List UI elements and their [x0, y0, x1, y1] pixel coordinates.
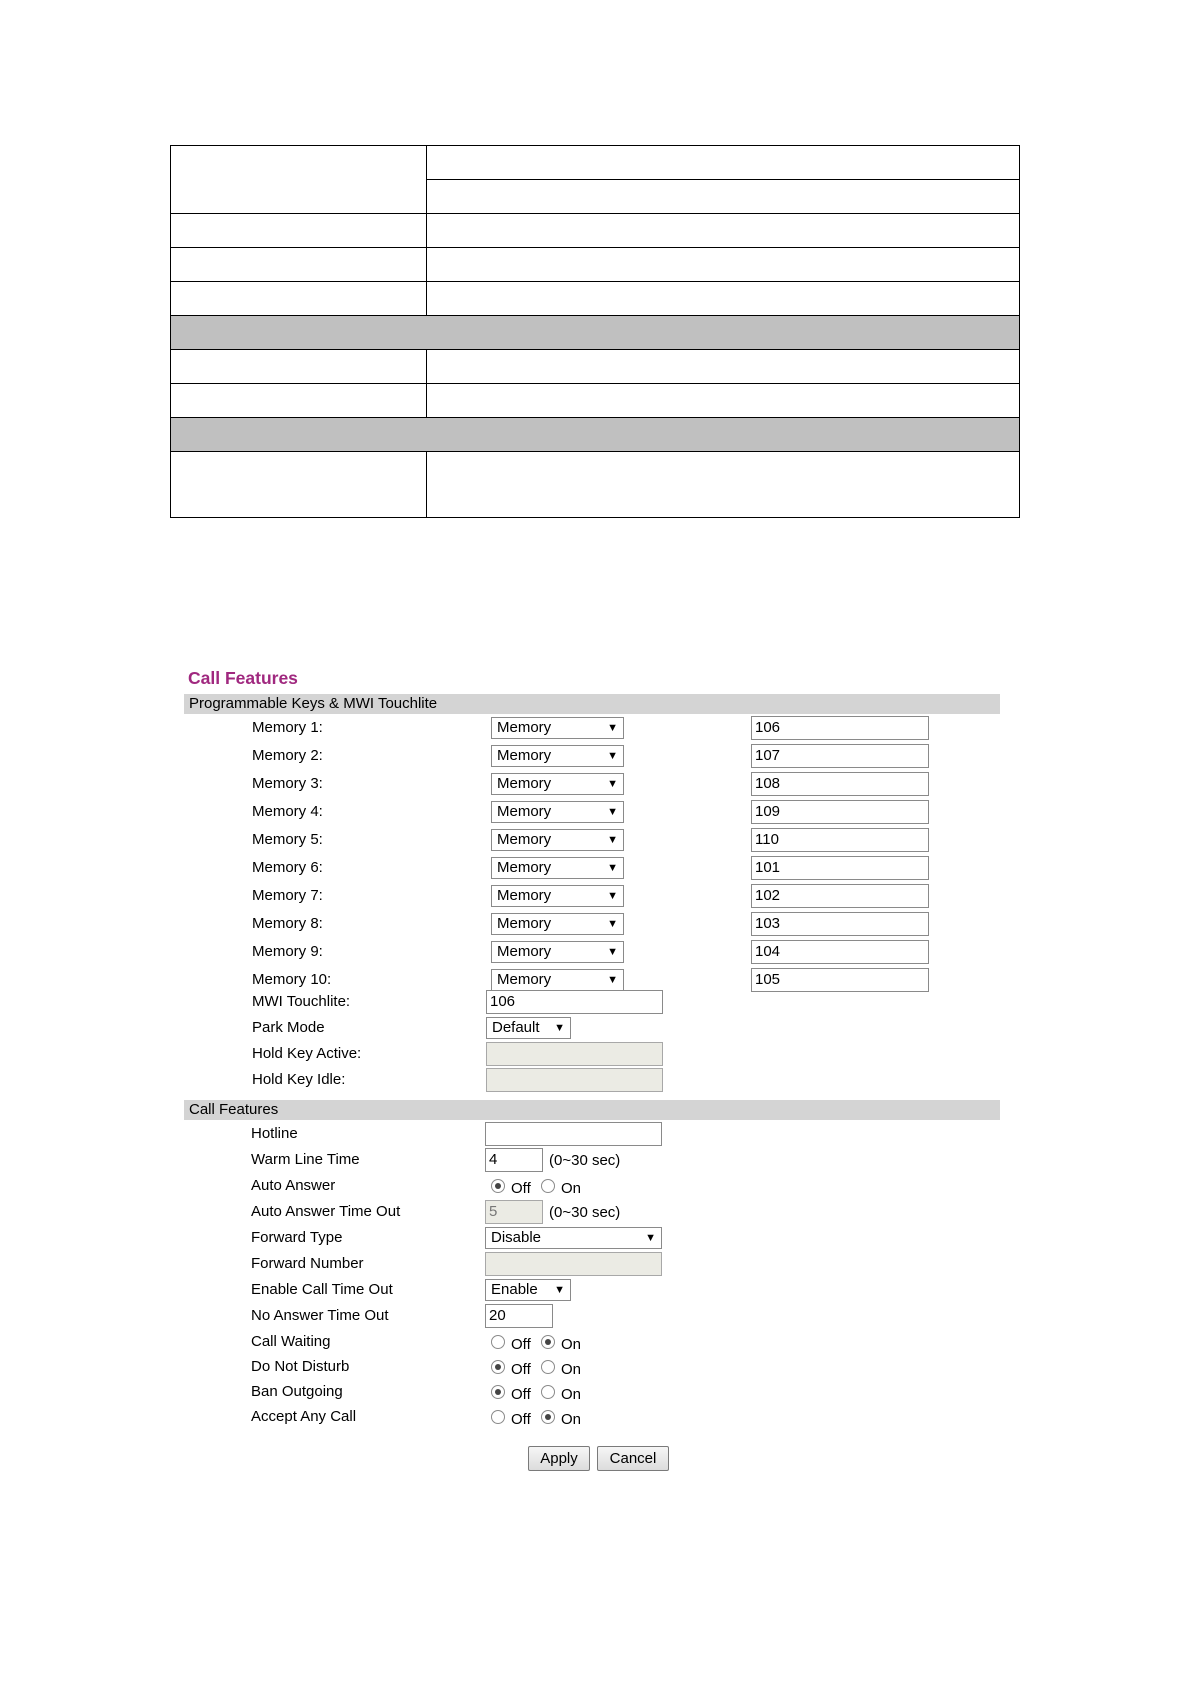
- cancel-button[interactable]: Cancel: [597, 1446, 669, 1471]
- accept-any-call-off-radio[interactable]: [491, 1410, 505, 1424]
- park-mode-label: Park Mode: [252, 1019, 325, 1036]
- memory-key-value-input[interactable]: 102: [751, 884, 929, 908]
- auto-answer-off-radio[interactable]: [491, 1179, 505, 1193]
- call-waiting-off-radio[interactable]: [491, 1335, 505, 1349]
- table-cell: [427, 452, 1020, 518]
- memory-key-value-input[interactable]: 107: [751, 744, 929, 768]
- table-cell: [171, 350, 427, 384]
- table-cell: [427, 146, 1020, 180]
- dropdown-arrow-icon: ▼: [607, 862, 618, 874]
- dropdown-arrow-icon: ▼: [607, 722, 618, 734]
- table-cell: [427, 180, 1020, 214]
- memory-key-value-input[interactable]: 101: [751, 856, 929, 880]
- memory-key-row: [184, 744, 1000, 770]
- memory-key-type-select[interactable]: [491, 829, 624, 851]
- table-section-row: [171, 418, 1020, 452]
- memory-key-label: Memory 8:: [252, 915, 323, 932]
- forward-type-value: Disable: [491, 1229, 542, 1246]
- table-cell: [171, 146, 427, 214]
- memory-key-value-input[interactable]: 108: [751, 772, 929, 796]
- auto-answer-time-out-label: Auto Answer Time Out: [251, 1203, 401, 1220]
- auto-answer-on-radio[interactable]: [541, 1179, 555, 1193]
- memory-key-type-value: Memory: [497, 915, 552, 932]
- memory-key-value-input[interactable]: 105: [751, 968, 929, 992]
- reference-table: [170, 145, 1020, 518]
- apply-button[interactable]: Apply: [528, 1446, 590, 1471]
- memory-key-label: Memory 10:: [252, 971, 332, 988]
- mwi-touchlite-label: MWI Touchlite:: [252, 993, 351, 1010]
- forward-type-select[interactable]: [485, 1227, 662, 1249]
- memory-key-type-select[interactable]: [491, 801, 624, 823]
- memory-key-type-value: Memory: [497, 943, 552, 960]
- ban-outgoing-row: [184, 1380, 1000, 1406]
- memory-key-label: Memory 3:: [252, 775, 323, 792]
- park-mode-select[interactable]: [486, 1017, 571, 1039]
- accept-any-call-label: Accept Any Call: [251, 1408, 357, 1425]
- memory-key-label: Memory 7:: [252, 887, 323, 904]
- memory-key-type-select[interactable]: [491, 913, 624, 935]
- memory-key-value-input[interactable]: 110: [751, 828, 929, 852]
- memory-key-type-value: Memory: [497, 971, 552, 988]
- table-cell: [427, 214, 1020, 248]
- no-answer-time-out-row: [184, 1304, 1000, 1330]
- memory-key-type-select[interactable]: [491, 773, 624, 795]
- memory-key-row: [184, 772, 1000, 798]
- memory-key-type-value: Memory: [497, 719, 552, 736]
- table-cell: [171, 248, 427, 282]
- warm-line-time-row: [184, 1148, 1000, 1174]
- ban-outgoing-on-label: On: [561, 1386, 582, 1403]
- memory-key-type-value: Memory: [497, 775, 552, 792]
- call-features-panel: [184, 664, 1000, 1504]
- do-not-disturb-label: Do Not Disturb: [251, 1358, 350, 1375]
- forward-number-label: Forward Number: [251, 1255, 364, 1272]
- memory-key-type-value: Memory: [497, 859, 552, 876]
- call-waiting-row: [184, 1330, 1000, 1356]
- enable-call-time-out-value: Enable: [491, 1281, 538, 1298]
- forward-type-row: [184, 1226, 1000, 1252]
- auto-answer-row: [184, 1174, 1000, 1200]
- ban-outgoing-off-radio[interactable]: [491, 1385, 505, 1399]
- dropdown-arrow-icon: ▼: [607, 806, 618, 818]
- hold-key-idle-label: Hold Key Idle:: [252, 1071, 346, 1088]
- forward-number-row: [184, 1252, 1000, 1278]
- hotline-label: Hotline: [251, 1125, 298, 1142]
- do-not-disturb-on-radio[interactable]: [541, 1360, 555, 1374]
- auto-answer-off-label: Off: [511, 1180, 531, 1197]
- dropdown-arrow-icon: ▼: [607, 918, 618, 930]
- do-not-disturb-off-radio[interactable]: [491, 1360, 505, 1374]
- dropdown-arrow-icon: ▼: [607, 834, 618, 846]
- warm-line-time-label: Warm Line Time: [251, 1151, 360, 1168]
- memory-key-row: [184, 800, 1000, 826]
- memory-key-row: [184, 884, 1000, 910]
- table-cell: [171, 452, 427, 518]
- memory-key-label: Memory 6:: [252, 859, 323, 876]
- enable-call-time-out-select[interactable]: [485, 1279, 571, 1301]
- memory-key-row: [184, 912, 1000, 938]
- memory-key-type-select[interactable]: [491, 857, 624, 879]
- table-cell: [427, 384, 1020, 418]
- call-waiting-on-radio[interactable]: [541, 1335, 555, 1349]
- hold-key-active-row: [184, 1042, 1000, 1068]
- warm-line-time-unit: (0~30 sec): [549, 1152, 621, 1169]
- dropdown-arrow-icon: ▼: [607, 974, 618, 986]
- auto-answer-time-out-unit: (0~30 sec): [549, 1204, 621, 1221]
- no-answer-time-out-label: No Answer Time Out: [251, 1307, 389, 1324]
- table-cell: [171, 282, 427, 316]
- auto-answer-on-label: On: [561, 1180, 582, 1197]
- dropdown-arrow-icon: ▼: [607, 946, 618, 958]
- auto-answer-time-out-input[interactable]: 5: [485, 1200, 543, 1224]
- hold-key-active-label: Hold Key Active:: [252, 1045, 362, 1062]
- table-cell: [427, 350, 1020, 384]
- memory-key-type-value: Memory: [497, 803, 552, 820]
- auto-answer-time-out-row: [184, 1200, 1000, 1226]
- table-cell: [171, 214, 427, 248]
- memory-key-row: [184, 716, 1000, 742]
- dropdown-arrow-icon: ▼: [607, 750, 618, 762]
- memory-key-label: Memory 9:: [252, 943, 323, 960]
- memory-key-value-input[interactable]: 103: [751, 912, 929, 936]
- memory-key-value-input[interactable]: 109: [751, 800, 929, 824]
- memory-key-value-input[interactable]: 106: [751, 716, 929, 740]
- warm-line-time-input[interactable]: 4: [485, 1148, 543, 1172]
- ban-outgoing-label: Ban Outgoing: [251, 1383, 343, 1400]
- memory-key-type-select[interactable]: [491, 941, 624, 963]
- call-waiting-on-label: On: [561, 1336, 582, 1353]
- dropdown-arrow-icon: ▼: [607, 890, 618, 902]
- forward-number-input[interactable]: [485, 1252, 662, 1276]
- table-cell: [427, 248, 1020, 282]
- memory-key-row: [184, 828, 1000, 854]
- section-header-call-features: Call Features: [184, 1100, 1000, 1120]
- mwi-touchlite-row: [184, 990, 1000, 1016]
- memory-key-value-input[interactable]: 104: [751, 940, 929, 964]
- do-not-disturb-on-label: On: [561, 1361, 582, 1378]
- no-answer-time-out-input[interactable]: 20: [485, 1304, 553, 1328]
- table-section-row: [171, 316, 1020, 350]
- enable-call-time-out-row: [184, 1278, 1000, 1304]
- dropdown-arrow-icon: ▼: [645, 1232, 656, 1244]
- memory-key-type-value: Memory: [497, 747, 552, 764]
- hold-key-idle-row: [184, 1068, 1000, 1094]
- do-not-disturb-off-label: Off: [511, 1361, 531, 1378]
- table-cell: [171, 384, 427, 418]
- hotline-input[interactable]: [485, 1122, 662, 1146]
- memory-key-label: Memory 5:: [252, 831, 323, 848]
- park-mode-value: Default: [492, 1019, 540, 1036]
- accept-any-call-on-radio[interactable]: [541, 1410, 555, 1424]
- table-cell: [427, 282, 1020, 316]
- dropdown-arrow-icon: ▼: [554, 1022, 565, 1034]
- hotline-row: [184, 1122, 1000, 1148]
- memory-key-label: Memory 4:: [252, 803, 323, 820]
- do-not-disturb-row: [184, 1355, 1000, 1381]
- park-mode-row: [184, 1016, 1000, 1042]
- memory-key-label: Memory 1:: [252, 719, 323, 736]
- memory-key-type-select[interactable]: [491, 885, 624, 907]
- accept-any-call-on-label: On: [561, 1411, 582, 1428]
- hold-key-idle-input[interactable]: [486, 1068, 663, 1092]
- accept-any-call-row: [184, 1405, 1000, 1431]
- memory-key-type-value: Memory: [497, 831, 552, 848]
- call-waiting-label: Call Waiting: [251, 1333, 331, 1350]
- memory-key-type-select[interactable]: [491, 745, 624, 767]
- page-title: Call Features: [188, 668, 298, 688]
- section-header-programmable-keys: Programmable Keys & MWI Touchlite: [184, 694, 1000, 714]
- dropdown-arrow-icon: ▼: [554, 1284, 565, 1296]
- ban-outgoing-on-radio[interactable]: [541, 1385, 555, 1399]
- forward-type-label: Forward Type: [251, 1229, 343, 1246]
- mwi-touchlite-input[interactable]: 106: [486, 990, 663, 1014]
- auto-answer-label: Auto Answer: [251, 1177, 336, 1194]
- accept-any-call-off-label: Off: [511, 1411, 531, 1428]
- memory-key-row: [184, 856, 1000, 882]
- dropdown-arrow-icon: ▼: [607, 778, 618, 790]
- memory-key-type-select[interactable]: [491, 969, 624, 991]
- memory-key-type-select[interactable]: [491, 717, 624, 739]
- enable-call-time-out-label: Enable Call Time Out: [251, 1281, 393, 1298]
- hold-key-active-input[interactable]: [486, 1042, 663, 1066]
- ban-outgoing-off-label: Off: [511, 1386, 531, 1403]
- memory-key-label: Memory 2:: [252, 747, 323, 764]
- call-waiting-off-label: Off: [511, 1336, 531, 1353]
- memory-key-type-value: Memory: [497, 887, 552, 904]
- memory-key-row: [184, 940, 1000, 966]
